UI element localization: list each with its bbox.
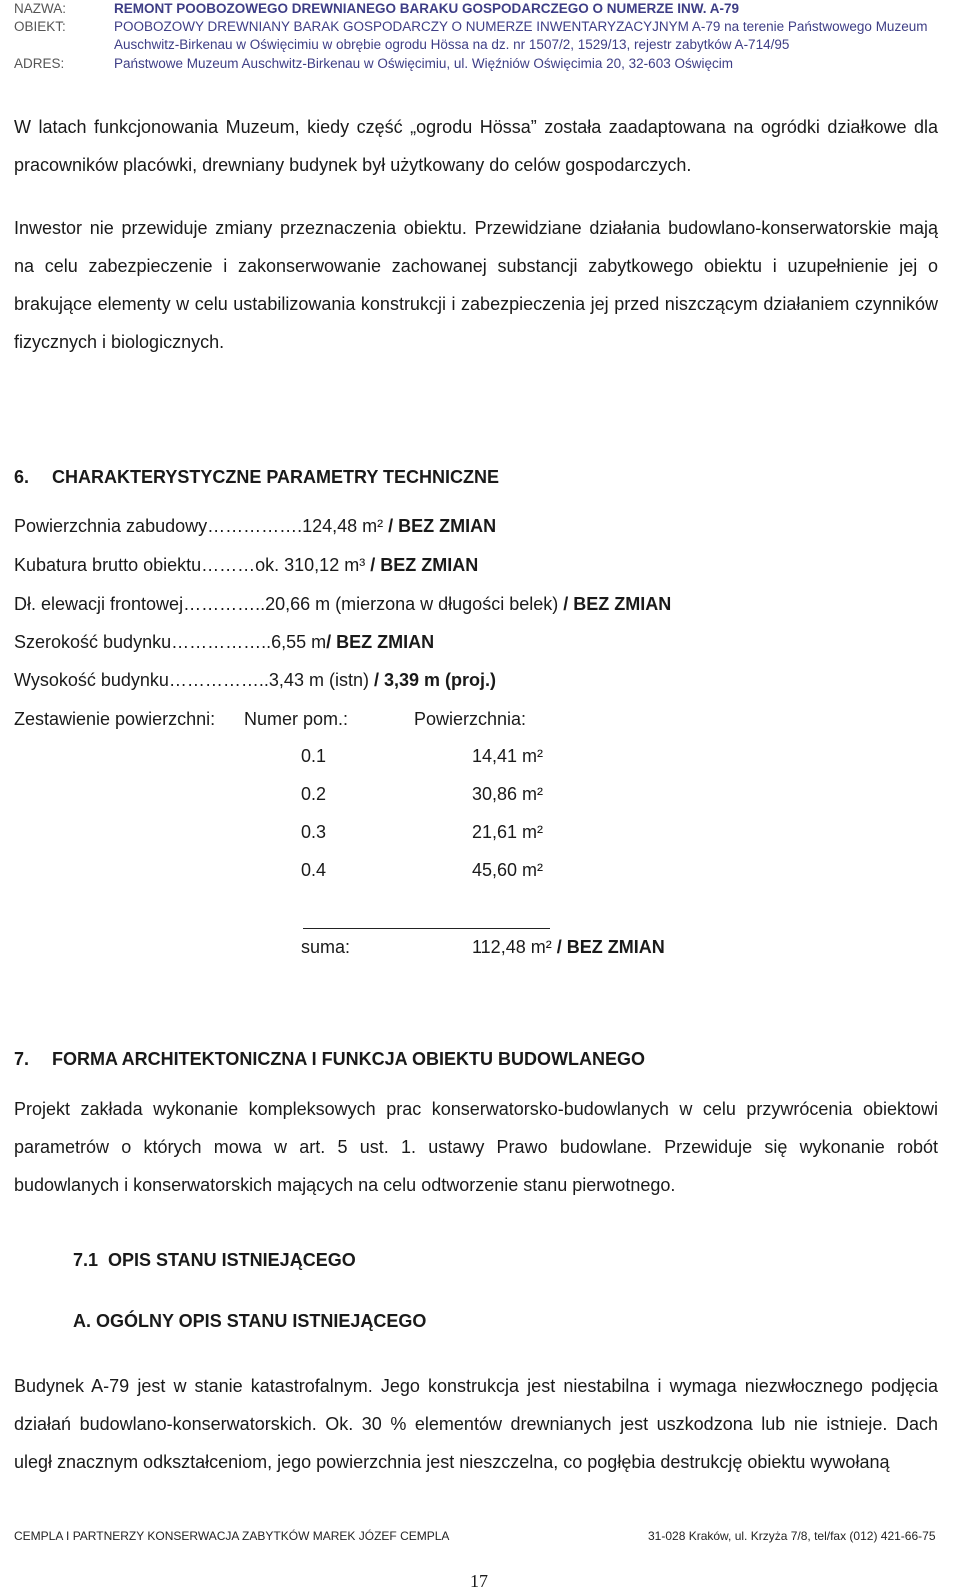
table-header-area: Powierzchnia: [414, 709, 527, 729]
table-caption: Zestawienie powierzchni: [14, 709, 216, 729]
table-sum-label: suma: [301, 937, 351, 957]
table-row-area: 21,61 m² [472, 822, 544, 842]
intro-paragraph-2: Inwestor nie przewiduje zmiany przeznaczenia obiektu. Przewidziane działania budowlano-konserwatorskie mają na celu zabezpieczenie i zakonserwowanie zachowanej substancji zabytkowego obiektu i uzupełnienie jej o brakujące elementy w celu ustabilizowania konstrukcji i zabezpieczenia jej przed niszczącym działaniem czynników fizycznych i biologicznych. [14, 218, 938, 352]
footer-address: 31-028 Kraków, ul. Krzyża 7/8, tel/fax (012) 421-66-75 [648, 1529, 936, 1543]
intro-paragraph-1: W latach funkcjonowania Muzeum, kiedy część „ogrodu Hössa” została zaadaptowana na ogródki działkowe dla pracowników placówki, drewniany budynek był użytkowany do celów gospodarczych. [14, 117, 938, 175]
obiekt-line-2: Auschwitz-Birkenau w Oświęcimiu w obrębie ogrodu Hössa na dz. nr 1507/2, 1529/13, rejestr zabytków A-714/95 [114, 37, 790, 52]
section-6-title: CHARAKTERYSTYCZNE PARAMETRY TECHNICZNE [52, 467, 500, 487]
table-row-num: 0.2 [301, 784, 327, 804]
section-7-1-number: 7.1 [73, 1250, 99, 1270]
nazwa-label: NAZWA: [14, 1, 66, 16]
section-7-number: 7. [14, 1049, 30, 1069]
param-elewacja: Dł. elewacji frontowej…………..20,66 m (mierzona w długości belek) / BEZ ZMIAN [14, 594, 672, 614]
nazwa-value: REMONT POOBOZOWEGO DREWNIANEGO BARAKU GOSPODARCZEGO O NUMERZE INW. A-79 [114, 1, 740, 16]
table-row-num: 0.3 [301, 822, 327, 842]
footer-company: CEMPLA I PARTNERZY KONSERWACJA ZABYTKÓW MAREK JÓZEF CEMPLA [14, 1529, 450, 1543]
table-row-area: 45,60 m² [472, 860, 544, 880]
table-header-num: Numer pom.: [244, 709, 349, 729]
section-6-number: 6. [14, 467, 30, 487]
section-7-title: FORMA ARCHITEKTONICZNA I FUNKCJA OBIEKTU BUDOWLANEGO [52, 1049, 645, 1069]
sum-divider [303, 928, 550, 929]
section-7-1-title: OPIS STANU ISTNIEJĄCEGO [108, 1250, 356, 1270]
table-row-num: 0.4 [301, 860, 327, 880]
table-row-num: 0.1 [301, 746, 327, 766]
param-powierzchnia-zabudowy: Powierzchnia zabudowy…………….124,48 m² / BEZ ZMIAN [14, 516, 497, 536]
adres-label: ADRES: [14, 56, 65, 71]
page-number: 17 [470, 1571, 488, 1591]
param-kubatura: Kubatura brutto obiektu………ok. 310,12 m³ / BEZ ZMIAN [14, 555, 479, 575]
table-row-area: 30,86 m² [472, 784, 544, 804]
obiekt-line-1: POOBOZOWY DREWNIANY BARAK GOSPODARCZY O NUMERZE INWENTARYZACYJNYM A-79 na terenie Państwowego Muzeum [114, 19, 928, 34]
table-sum-value: 112,48 m² / BEZ ZMIAN [472, 937, 665, 957]
section-a-title: A. OGÓLNY OPIS STANU ISTNIEJĄCEGO [73, 1311, 427, 1331]
obiekt-label: OBIEKT: [14, 19, 66, 34]
section-7-paragraph: Projekt zakłada wykonanie kompleksowych prac konserwatorsko-budowlanych w celu przywrócenia obiektowi parametrów o których mowa w art. 5 ust. 1. ustawy Prawo budowlane. Przewiduje się wykonanie robót budowlanych i konserwatorskich mających na celu odtworzenie stanu pierwotnego. [14, 1099, 938, 1195]
section-a-paragraph: Budynek A-79 jest w stanie katastrofalnym. Jego konstrukcja jest niestabilna i wymaga niezwłocznego podjęcia działań budowlano-konserwatorskich. Ok. 30 % elementów drewnianych jest uszkodzona lub nie istnieje. Dach uległ znacznym odkształceniom, jego powierzchnia jest nieszczelna, co pogłębia destrukcję obiektu wywołaną [14, 1376, 938, 1472]
adres-value: Państwowe Muzeum Auschwitz-Birkenau w Oświęcimiu, ul. Więźniów Oświęcimia 20, 32-603 Oświęcim [114, 56, 733, 71]
table-row-area: 14,41 m² [472, 746, 544, 766]
param-wysokosc: Wysokość budynku……………..3,43 m (istn) / 3,39 m (proj.) [14, 670, 496, 690]
param-szerokosc: Szerokość budynku……………..6,55 m/ BEZ ZMIAN [14, 632, 435, 652]
